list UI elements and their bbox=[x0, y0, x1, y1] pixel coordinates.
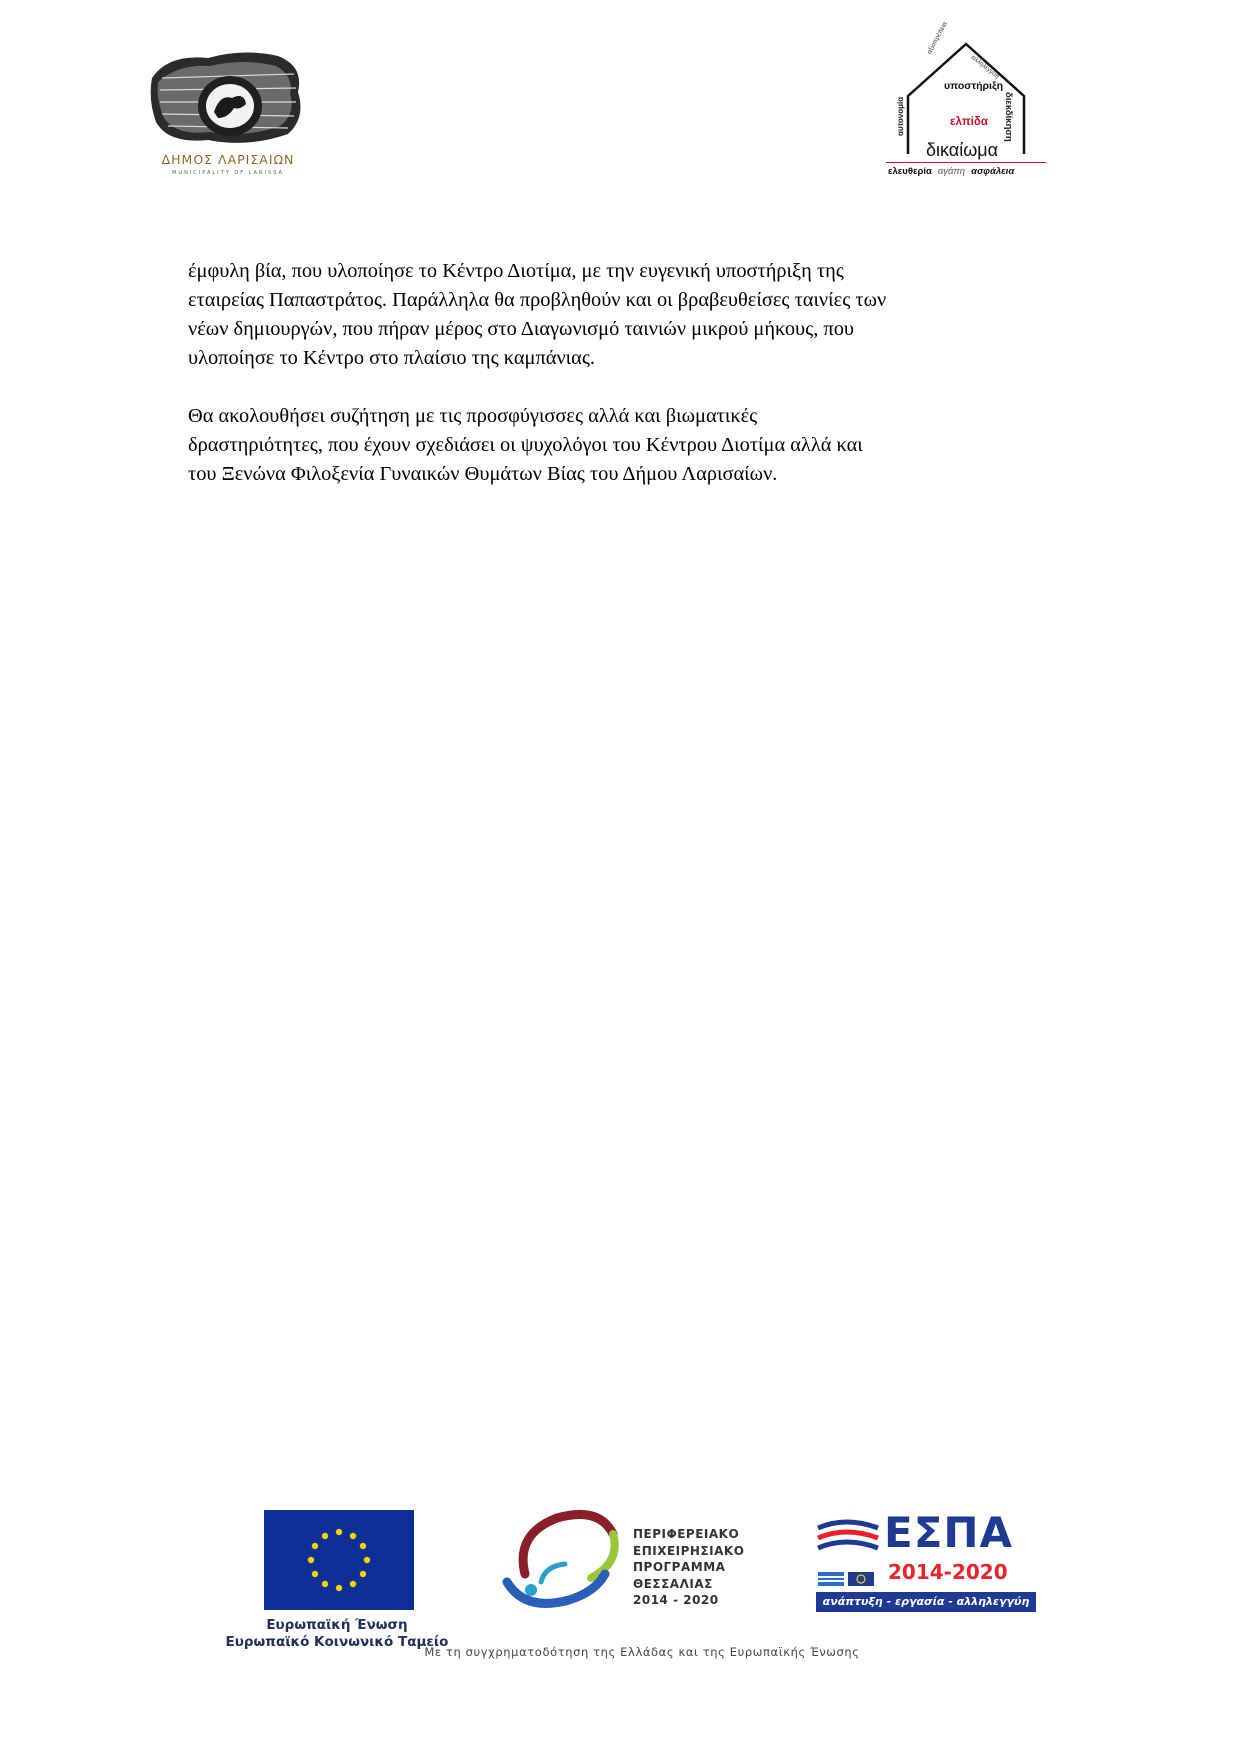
eu-union-label: Ευρωπαϊκή Ένωση bbox=[266, 1617, 408, 1633]
word-freedom: ελευθερία bbox=[888, 166, 932, 177]
word-right: δικαίωμα bbox=[926, 140, 999, 160]
program-line: 2014 - 2020 bbox=[633, 1593, 719, 1607]
paragraph-1 bbox=[188, 257, 1068, 373]
regional-program-text bbox=[633, 1526, 744, 1609]
text-line: εταιρείας Παπαστράτος. Παράλληλα θα προβληθούν και οι βραβευθείσες ταινίες των bbox=[188, 289, 887, 311]
logo-divider bbox=[886, 162, 1046, 163]
espa-flags-icon bbox=[816, 1514, 886, 1590]
word-autonomy: αυτονομία bbox=[896, 96, 905, 136]
espa-title: ΕΣΠΑ bbox=[884, 1508, 1014, 1557]
eu-social-fund-label: Ευρωπαϊκό Κοινωνικό Ταμείο bbox=[225, 1634, 449, 1650]
word-dignity: αξιοπρέπεια bbox=[926, 20, 949, 56]
text-line: υλοποίησε το Κέντρο στο πλαίσιο της καμπάνιας. bbox=[188, 347, 596, 369]
theta-swoosh-icon bbox=[495, 1504, 635, 1624]
word-support: υποστήριξη bbox=[944, 80, 1004, 92]
municipality-name: ΔΗΜΟΣ ΛΑΡΙΣΑΙΩΝ bbox=[161, 152, 295, 167]
text-line: δραστηριότητες, που έχουν σχεδιάσει οι ψυχολόγοι του Κέντρου Διοτίμα αλλά και bbox=[188, 434, 863, 456]
word-hope: ελπίδα bbox=[950, 116, 988, 128]
cofinancing-text: Με τη συγχρηματοδότηση της Ελλάδας και της Ευρωπαϊκής Ένωσης bbox=[424, 1645, 860, 1659]
program-line: ΘΕΣΣΑΛΙΑΣ bbox=[633, 1576, 713, 1591]
espa-logo bbox=[816, 1508, 1052, 1624]
program-line: ΠΡΟΓΡΑΜΜΑ bbox=[633, 1560, 726, 1574]
funding-footer bbox=[0, 1500, 1240, 1659]
text-line: του Ξενώνα Φιλοξενία Γυναικών Θυμάτων Βίας του Δήμου Λαρισαίων. bbox=[188, 463, 778, 485]
document-body bbox=[188, 257, 1068, 518]
eu-flag-icon bbox=[264, 1510, 414, 1610]
cofinancing-note bbox=[0, 1645, 1240, 1659]
regional-program-logo bbox=[495, 1504, 795, 1624]
municipality-subtitle: MUNICIPALITY OF LARISSA bbox=[172, 170, 284, 176]
text-line: έμφυλη βία, που υλοποίησε το Κέντρο Διοτίμα, με την ευγενική υποστήριξη της bbox=[188, 260, 844, 282]
municipality-logo bbox=[148, 48, 308, 178]
text-line: Θα ακολουθήσει συζήτηση με τις προσφύγισσες αλλά και βιωματικές bbox=[188, 405, 758, 427]
logo-bottom-words bbox=[888, 166, 1048, 177]
text-line: νέων δημιουργών, που πήραν μέρος στο Διαγωνισμό ταινιών μικρού μήκους, που bbox=[188, 318, 855, 340]
word-love: αγάπη bbox=[937, 166, 966, 177]
espa-tagline: ανάπτυξη - εργασία - αλληλεγγύη bbox=[816, 1592, 1036, 1612]
paragraph-2 bbox=[188, 402, 1068, 489]
program-line: ΕΠΙΧΕΙΡΗΣΙΑΚΟ bbox=[633, 1543, 745, 1558]
coin-emblem-icon bbox=[148, 48, 308, 152]
rights-house-logo bbox=[878, 20, 1054, 186]
program-line: ΠΕΡΙΦΕΡΕΙΑΚΟ bbox=[633, 1527, 740, 1541]
word-safety: ασφάλεια bbox=[971, 166, 1015, 177]
espa-years: 2014-2020 bbox=[888, 1560, 1008, 1584]
word-claim: διεκδίκηση bbox=[1003, 92, 1014, 142]
word-solidarity: αλληλεγγύη bbox=[969, 54, 1001, 81]
